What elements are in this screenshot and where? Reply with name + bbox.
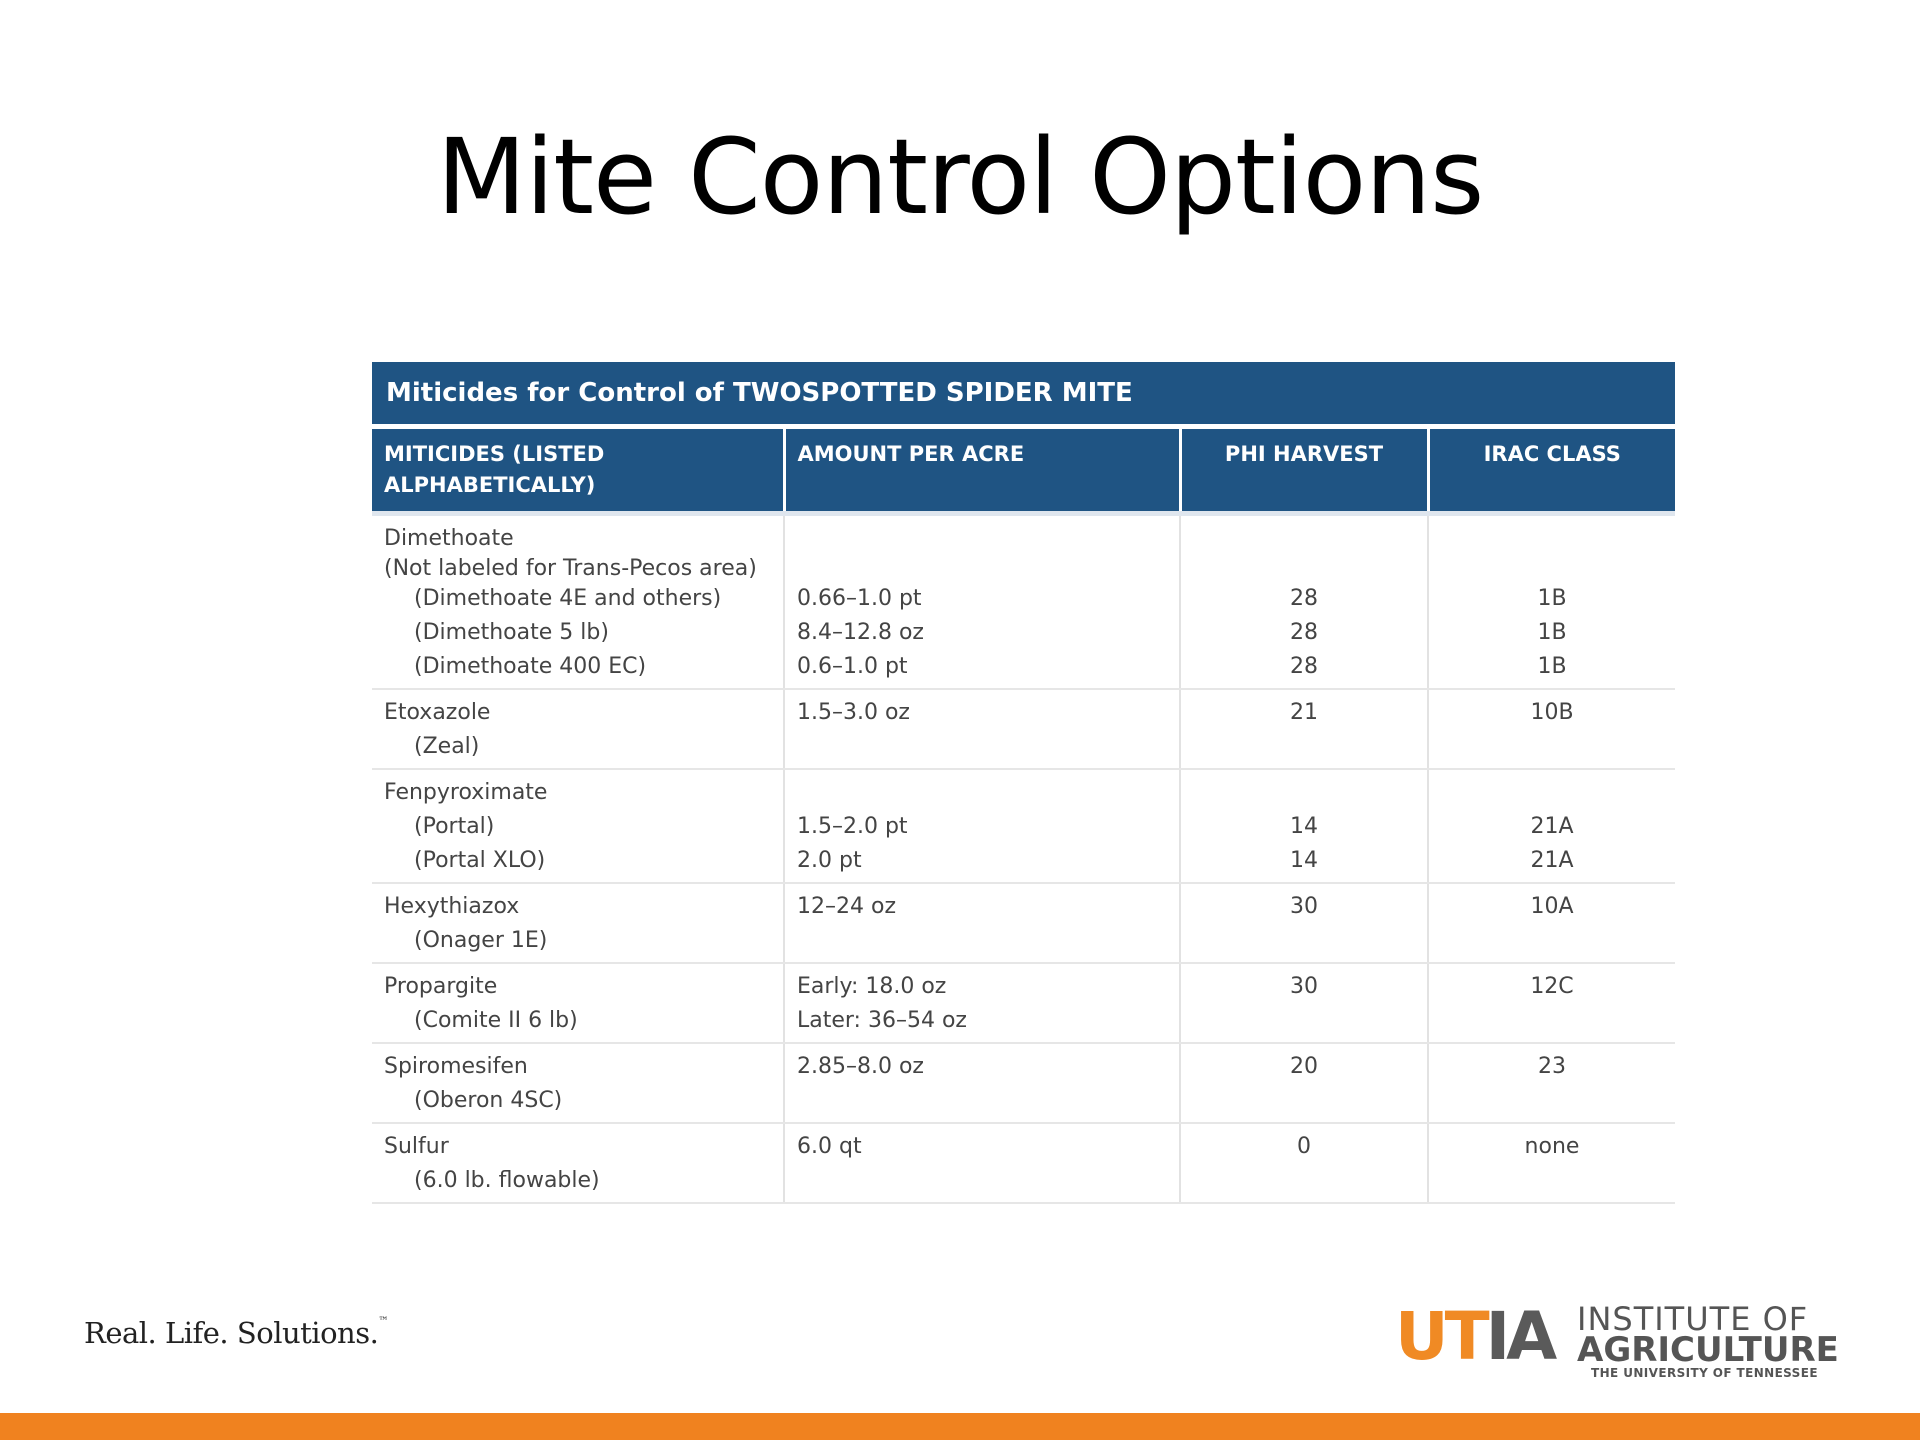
amount-later: Later: 36–54 oz [797, 1008, 967, 1033]
logo-mark-ut: UT [1395, 1298, 1486, 1375]
phi-value: 28 [1290, 654, 1318, 679]
header-irac: IRAC CLASS [1428, 429, 1675, 514]
utia-logo-mark-icon [1395, 1298, 1554, 1375]
logo-mark-ia: IA [1485, 1298, 1554, 1375]
miticide-name: Sulfur [384, 1134, 449, 1159]
miticide-name: Hexythiazox [384, 894, 520, 919]
table-header-row [372, 429, 1675, 514]
cell-phi [1180, 514, 1428, 690]
cell-miticide [372, 1043, 784, 1123]
cell-irac: 12C [1428, 963, 1675, 1043]
amount-early: Early: 18.0 oz [797, 974, 947, 999]
cell-irac: 10A [1428, 883, 1675, 963]
amount-value: 2.0 pt [797, 848, 862, 873]
product-name: (Dimethoate 4E and others) [414, 586, 722, 611]
cell-amount [784, 514, 1180, 690]
cell-amount [784, 769, 1180, 883]
cell-phi: 20 [1180, 1043, 1428, 1123]
trademark-mark: ™ [378, 1316, 388, 1327]
amount-value: 0.66–1.0 pt [797, 586, 922, 611]
table-row-spiromesifen [372, 1043, 1675, 1123]
slide-title: Mite Control Options [436, 116, 1484, 238]
amount-value: 8.4–12.8 oz [797, 620, 924, 645]
miticide-name: Dimethoate [384, 526, 514, 551]
bottom-accent-bar [0, 1413, 1920, 1440]
miticide-data-table [372, 429, 1675, 1204]
utia-logo [1395, 1298, 1839, 1380]
cell-miticide [372, 963, 784, 1043]
header-amount: AMOUNT PER ACRE [784, 429, 1180, 514]
cell-miticide [372, 1123, 784, 1203]
amount-value: 0.6–1.0 pt [797, 654, 908, 679]
product-name: (Dimethoate 400 EC) [414, 654, 647, 679]
miticide-name: Spiromesifen [384, 1054, 528, 1079]
miticide-name: Etoxazole [384, 700, 491, 725]
cell-amount: 12–24 oz [784, 883, 1180, 963]
product-name: (Comite II 6 lb) [414, 1008, 578, 1033]
table-row-sulfur [372, 1123, 1675, 1203]
amount-value: 1.5–2.0 pt [797, 814, 908, 839]
header-phi: PHI HARVEST [1180, 429, 1428, 514]
miticide-name: Propargite [384, 974, 498, 999]
cell-phi: 0 [1180, 1123, 1428, 1203]
cell-amount: 1.5–3.0 oz [784, 689, 1180, 769]
cell-irac: none [1428, 1123, 1675, 1203]
irac-value: 1B [1537, 620, 1567, 645]
phi-value: 28 [1290, 586, 1318, 611]
logo-line-agriculture: AGRICULTURE [1577, 1330, 1839, 1370]
cell-miticide [372, 689, 784, 769]
cell-phi: 30 [1180, 963, 1428, 1043]
product-name: (Onager 1E) [414, 928, 548, 953]
table-row-dimethoate [372, 514, 1675, 690]
footer-tagline [84, 1316, 388, 1350]
cell-miticide [372, 514, 784, 690]
phi-value: 14 [1290, 814, 1318, 839]
cell-amount: 2.85–8.0 oz [784, 1043, 1180, 1123]
cell-phi [1180, 769, 1428, 883]
cell-irac [1428, 514, 1675, 690]
irac-value: 21A [1530, 848, 1574, 873]
cell-phi: 21 [1180, 689, 1428, 769]
phi-value: 28 [1290, 620, 1318, 645]
table-row-hexythiazox [372, 883, 1675, 963]
cell-phi: 30 [1180, 883, 1428, 963]
cell-irac: 10B [1428, 689, 1675, 769]
table-row-fenpyroximate [372, 769, 1675, 883]
table-row-propargite [372, 963, 1675, 1043]
irac-value: 1B [1537, 654, 1567, 679]
table-row-etoxazole [372, 689, 1675, 769]
irac-value: 21A [1530, 814, 1574, 839]
miticide-note: (Not labeled for Trans-Pecos area) [384, 556, 757, 581]
table-caption: Miticides for Control of TWOSPOTTED SPIDER MITE [372, 362, 1675, 424]
phi-value: 14 [1290, 848, 1318, 873]
cell-amount: 6.0 qt [784, 1123, 1180, 1203]
header-miticides: MITICIDES (LISTED ALPHABETICALLY) [372, 429, 784, 514]
logo-line-institute: INSTITUTE OF [1577, 1300, 1809, 1338]
logo-line-university: THE UNIVERSITY OF TENNESSEE [1591, 1366, 1818, 1380]
product-name: (Zeal) [414, 734, 480, 759]
product-name: (Portal XLO) [414, 848, 546, 873]
product-name: (Dimethoate 5 lb) [414, 620, 609, 645]
cell-irac: 23 [1428, 1043, 1675, 1123]
tagline-text: Real. Life. Solutions. [84, 1316, 379, 1350]
product-name: (Portal) [414, 814, 495, 839]
miticide-table [372, 362, 1675, 1204]
irac-value: 1B [1537, 586, 1567, 611]
product-name: (6.0 lb. flowable) [414, 1168, 600, 1193]
miticide-name: Fenpyroximate [384, 780, 548, 805]
cell-miticide [372, 883, 784, 963]
cell-miticide [372, 769, 784, 883]
cell-amount [784, 963, 1180, 1043]
cell-irac [1428, 769, 1675, 883]
product-name: (Oberon 4SC) [414, 1088, 563, 1113]
